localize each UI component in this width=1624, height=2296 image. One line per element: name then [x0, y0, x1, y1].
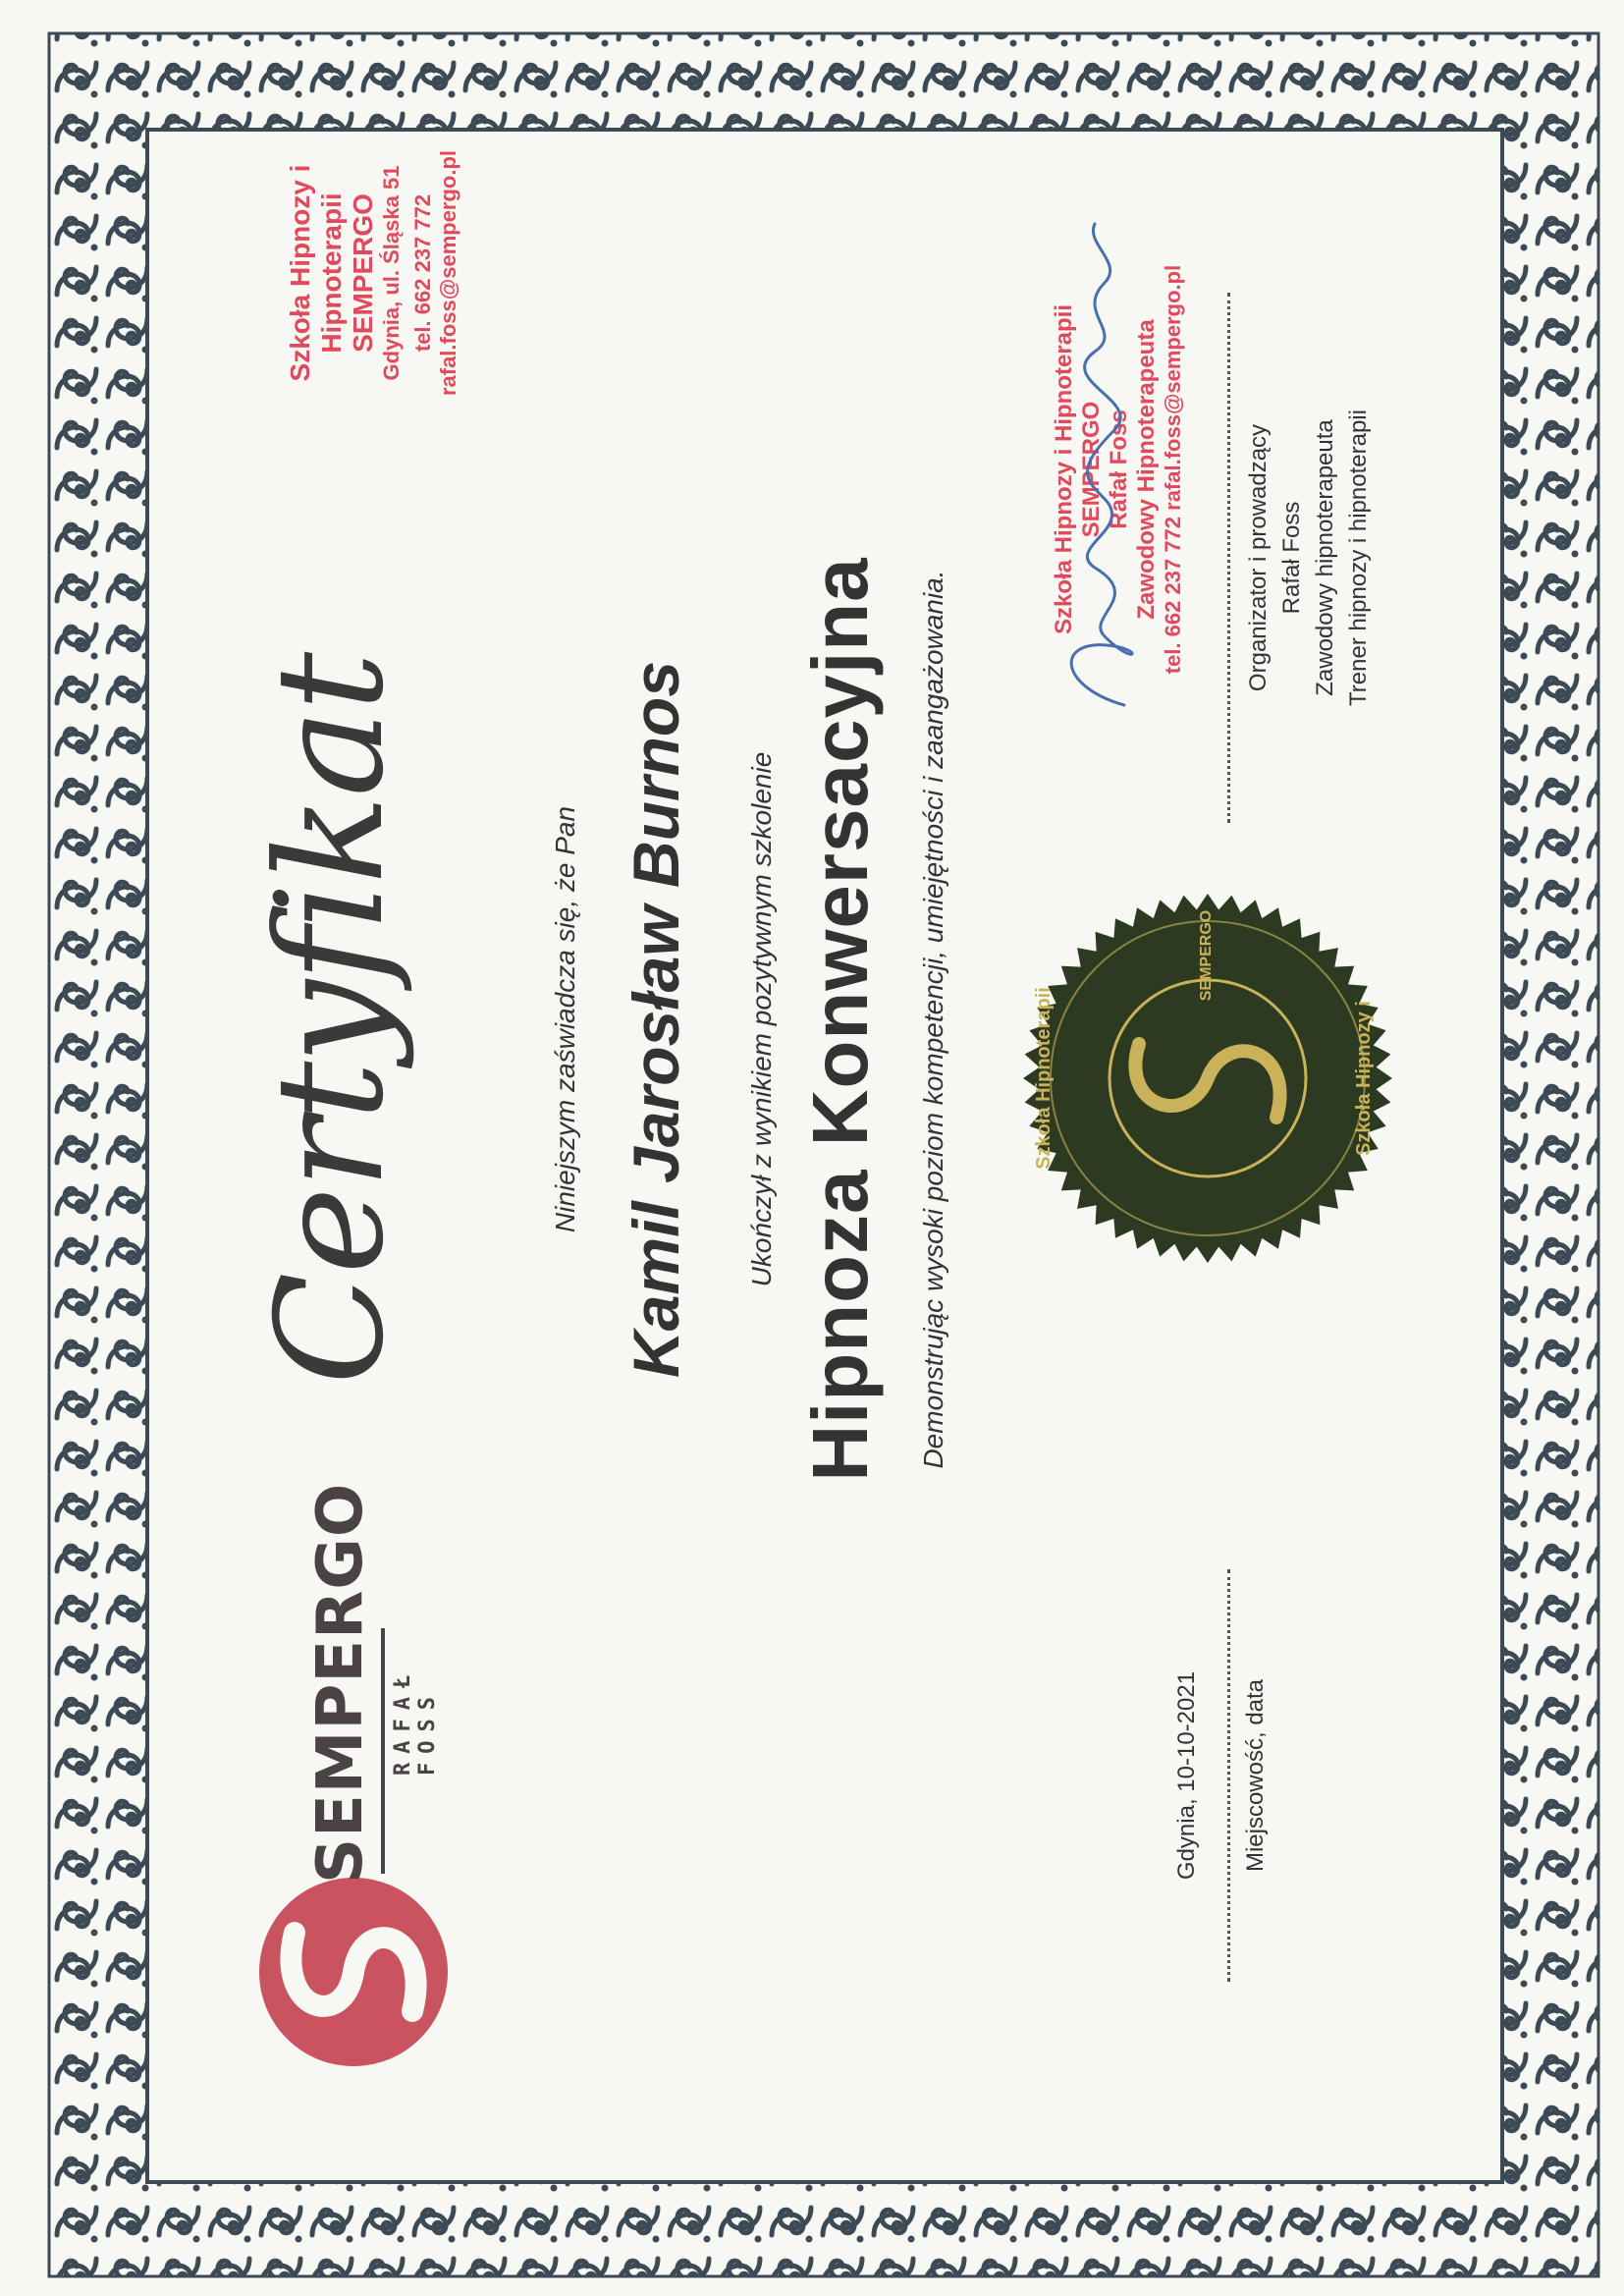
course-description: Demonstrując wysoki poziom kompetencji, umiejętności i zaangażowania. — [918, 570, 948, 1469]
logo-subtitle: RAFAŁ FOSS — [391, 1666, 440, 1776]
stamp-line-4: tel. 662 237 772 rafal.foss@sempergo.pl — [410, 149, 460, 397]
organizer-title-2: Trener hipnozy i hipnoterapii — [1345, 410, 1372, 706]
place-date-label: Miejscowość, data — [1242, 1678, 1269, 1873]
course-name: Hipnoza Konwersacyjna — [796, 557, 884, 1482]
sig-stamp-line-3: Zawodowy Hipnoterapeuta — [1133, 319, 1160, 620]
organizer-name: Rafał Foss — [1278, 501, 1305, 615]
logo-wordmark: SEMPERGO — [304, 1482, 377, 1884]
recipient-name: Kamil Jarosław Burnos — [620, 661, 692, 1378]
certificate-seal — [1021, 892, 1394, 1265]
place-date-value: Gdynia, 10-10-2021 — [1173, 1670, 1200, 1881]
handwritten-signature — [1036, 214, 1173, 725]
sempergo-s-icon — [255, 1874, 452, 2070]
organizer-line — [1227, 293, 1230, 823]
seal-text-top: Szkoła Hipnoterapii — [1033, 987, 1055, 1170]
seal-text-right: SEMPERGO — [1198, 909, 1215, 1002]
sig-stamp-line-4: tel. 662 237 772 rafal.foss@sempergo.pl — [1161, 264, 1185, 675]
completion-text: Ukończył z wynikiem pozytywnym szkolenie — [746, 751, 777, 1287]
sig-stamp-line-1: Szkoła Hipnozy i Hipnoterapii SEMPERGO — [1051, 303, 1105, 635]
organizer-role: Organizator i prowadzący — [1245, 423, 1272, 692]
logo-rule — [381, 1628, 385, 1874]
school-stamp — [285, 86, 461, 460]
sempergo-logo — [245, 1482, 481, 2070]
stamp-line-2: SEMPERGO — [348, 193, 378, 353]
stamp-line-3: Gdynia, ul. Śląska 51 — [379, 165, 404, 381]
certificate-title: Certyfikat — [245, 653, 416, 1386]
place-date-line — [1227, 1569, 1230, 1982]
sig-stamp-line-2: Rafał Foss — [1106, 410, 1132, 529]
intro-text: Niniejszym zaświadcza się, że Pan — [550, 805, 580, 1233]
seal-text-bottom: Szkoła Hipnozy i — [1353, 1001, 1375, 1156]
organizer-block — [1242, 293, 1376, 823]
organizer-title-1: Zawodowy hipnoterapeuta — [1312, 419, 1338, 696]
stamp-line-1: Szkoła Hipnozy i Hipnoterapii — [285, 164, 347, 382]
